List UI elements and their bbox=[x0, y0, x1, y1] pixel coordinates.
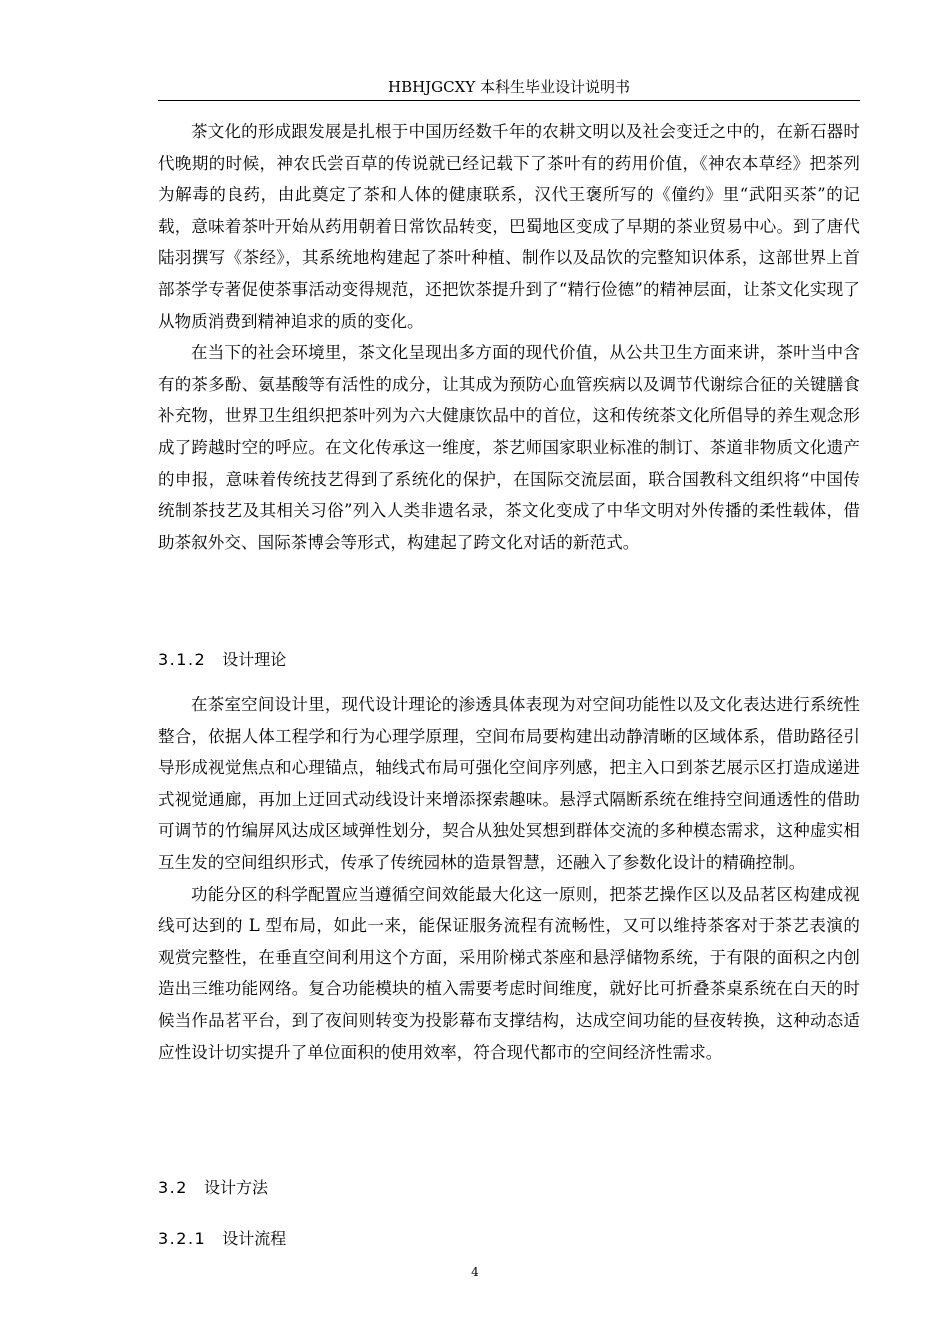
section-number: 3.1.2 bbox=[158, 650, 207, 669]
header-rule bbox=[158, 100, 860, 101]
paragraph-tea-culture-modern-value: 在当下的社会环境里，茶文化呈现出多方面的现代价值，从公共卫生方面来讲，茶叶当中含有的茶多酚、氨基酸等有活性的成分，让其成为预防心血管疾病以及调节代谢综合征的关键膳食补充物，世界卫生组织把茶叶列为六大健康饮品中的首位，这和传统茶文化所倡导的养生观念形成了跨越时空的呼应。在文化传承这一维度，茶艺师国家职业标准的制订、茶道非物质文化遗产的申报，意味着传统技艺得到了系统化的保护，在国际交流层面，联合国教科文组织将“中国传统制茶技艺及其相关习俗”列入人类非遗名录，茶文化变成了中华文明对外传播的柔性载体，借助茶叙外交、国际茶博会等形式，构建起了跨文化对话的新范式。 bbox=[158, 343, 860, 552]
section-title: 设计流程 bbox=[222, 1229, 287, 1248]
paragraph-tea-culture-history: 茶文化的形成跟发展是扎根于中国历经数千年的农耕文明以及社会变迁之中的，在新石器时代晚期的时候，神农氏尝百草的传说就已经记载下了茶叶有的药用价值，《神农本草经》把茶列为解毒的良药，由此奠定了茶和人体的健康联系，汉代王褒所写的《僮约》里“武阳买茶”的记载，意味着茶叶开始从药用朝着日常饮品转变，巴蜀地区变成了早期的茶业贸易中心。到了唐代陆羽撰写《茶经》，其系统地构建起了茶叶种植、制作以及品饮的完整知识体系，这部世界上首部茶学专著促使茶事活动变得规范，还把饮茶提升到了“精行俭德”的精神层面，让茶文化实现了从物质消费到精神追求的质的变化。 bbox=[158, 122, 860, 331]
section-title: 设计方法 bbox=[203, 1178, 268, 1197]
body-text-block-bottom bbox=[158, 689, 860, 1068]
paragraph-design-theory: 在茶室空间设计里，现代设计理论的渗透具体表现为对空间功能性以及文化表达进行系统性整合，依据人体工程学和行为心理学原理，空间布局要构建出动静清晰的区域体系，借助路径引导形成视觉焦点和心理锚点，轴线式布局可强化空间序列感，把主入口到茶艺展示区打造成递进式视觉通廊，再加上迂回式动线设计来增添探索趣味。悬浮式隔断系统在维持空间通透性的借助可调节的竹编屏风达成区域弹性划分，契合从独处冥想到群体交流的多种模态需求，这种虚实相互生发的空间组织形式，传承了传统园林的造景智慧，还融入了参数化设计的精确控制。 bbox=[158, 695, 860, 872]
paragraph-functional-zoning: 功能分区的科学配置应当遵循空间效能最大化这一原则，把茶艺操作区以及品茗区构建成视线可达到的 L 型布局，如此一来，能保证服务流程有流畅性，又可以维持茶客对于茶艺表演的观赏完整性，在垂直空间利用这个方面，采用阶梯式茶座和悬浮储物系统，于有限的面积之内创造出三维功能网络。复合功能模块的植入需要考虑时间维度，就好比可折叠茶桌系统在白天的时候当作品茗平台，到了夜间则转变为投影幕布支撑结构，达成空间功能的昼夜转换，这种动态适应性设计切实提升了单位面积的使用效率，符合现代都市的空间经济性需求。 bbox=[158, 884, 860, 1062]
running-header: HBHJGCXY 本科生毕业设计说明书 bbox=[387, 78, 630, 96]
body-text-block-top bbox=[158, 116, 860, 558]
section-heading-3-1-2 bbox=[158, 648, 286, 672]
section-title: 设计理论 bbox=[222, 650, 287, 669]
section-number: 3.2 bbox=[158, 1178, 188, 1197]
section-heading-3-2 bbox=[158, 1176, 268, 1200]
page-number: 4 bbox=[471, 1265, 479, 1279]
section-number: 3.2.1 bbox=[158, 1229, 207, 1248]
section-heading-3-2-1 bbox=[158, 1227, 286, 1251]
